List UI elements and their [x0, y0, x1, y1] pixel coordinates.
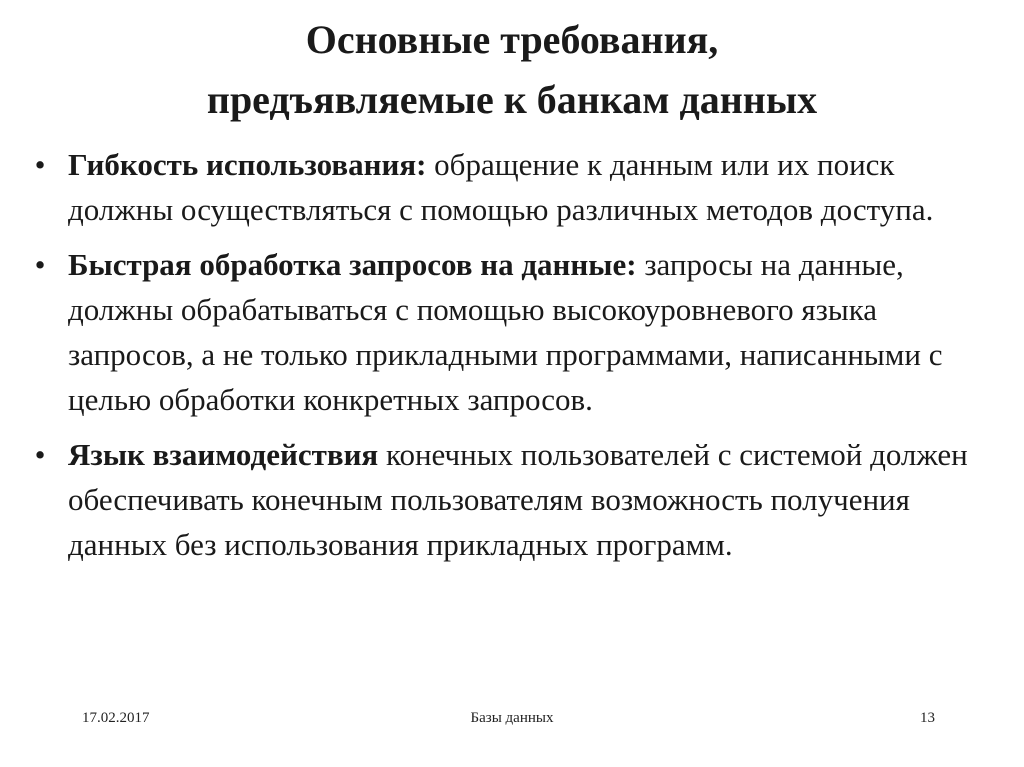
footer-title: Базы данных: [470, 710, 554, 726]
slide-title-line-1: Основные требования,: [305, 17, 719, 62]
footer-page-number: 13: [920, 710, 935, 726]
bullet-term: Быстрая обработка запросов на данные:: [68, 247, 637, 282]
bullet-term: Гибкость использования:: [68, 147, 427, 182]
bullet-list: [30, 142, 990, 577]
slide-title-line-2: предъявляемые к банкам данных: [206, 77, 818, 122]
bullet-text: обращение к данным или их поиск должны осуществляться с помощью различных методов доступа.: [68, 147, 934, 227]
slide-title: [40, 10, 984, 130]
bullet-dot-icon: •: [34, 437, 46, 472]
bullet-text: запросы на данные, должны обрабатываться с помощью высокоуровневого языка запросов, а не только прикладными программами, написанными с целью обработки конкретных запросов.: [68, 247, 943, 417]
bullet-text: конечных пользователей с системой должен обеспечивать конечным пользователям возможность получения данных без использования прикладных программ.: [68, 437, 968, 562]
bullet-item-fast-queries: [30, 242, 990, 422]
footer-date: 17.02.2017: [82, 710, 150, 726]
bullet-term: Язык взаимодействия: [68, 437, 379, 472]
bullet-dot-icon: •: [34, 147, 46, 182]
bullet-item-interaction-language: [30, 432, 990, 567]
bullet-item-flexibility: [30, 142, 990, 232]
bullet-dot-icon: •: [34, 247, 46, 282]
